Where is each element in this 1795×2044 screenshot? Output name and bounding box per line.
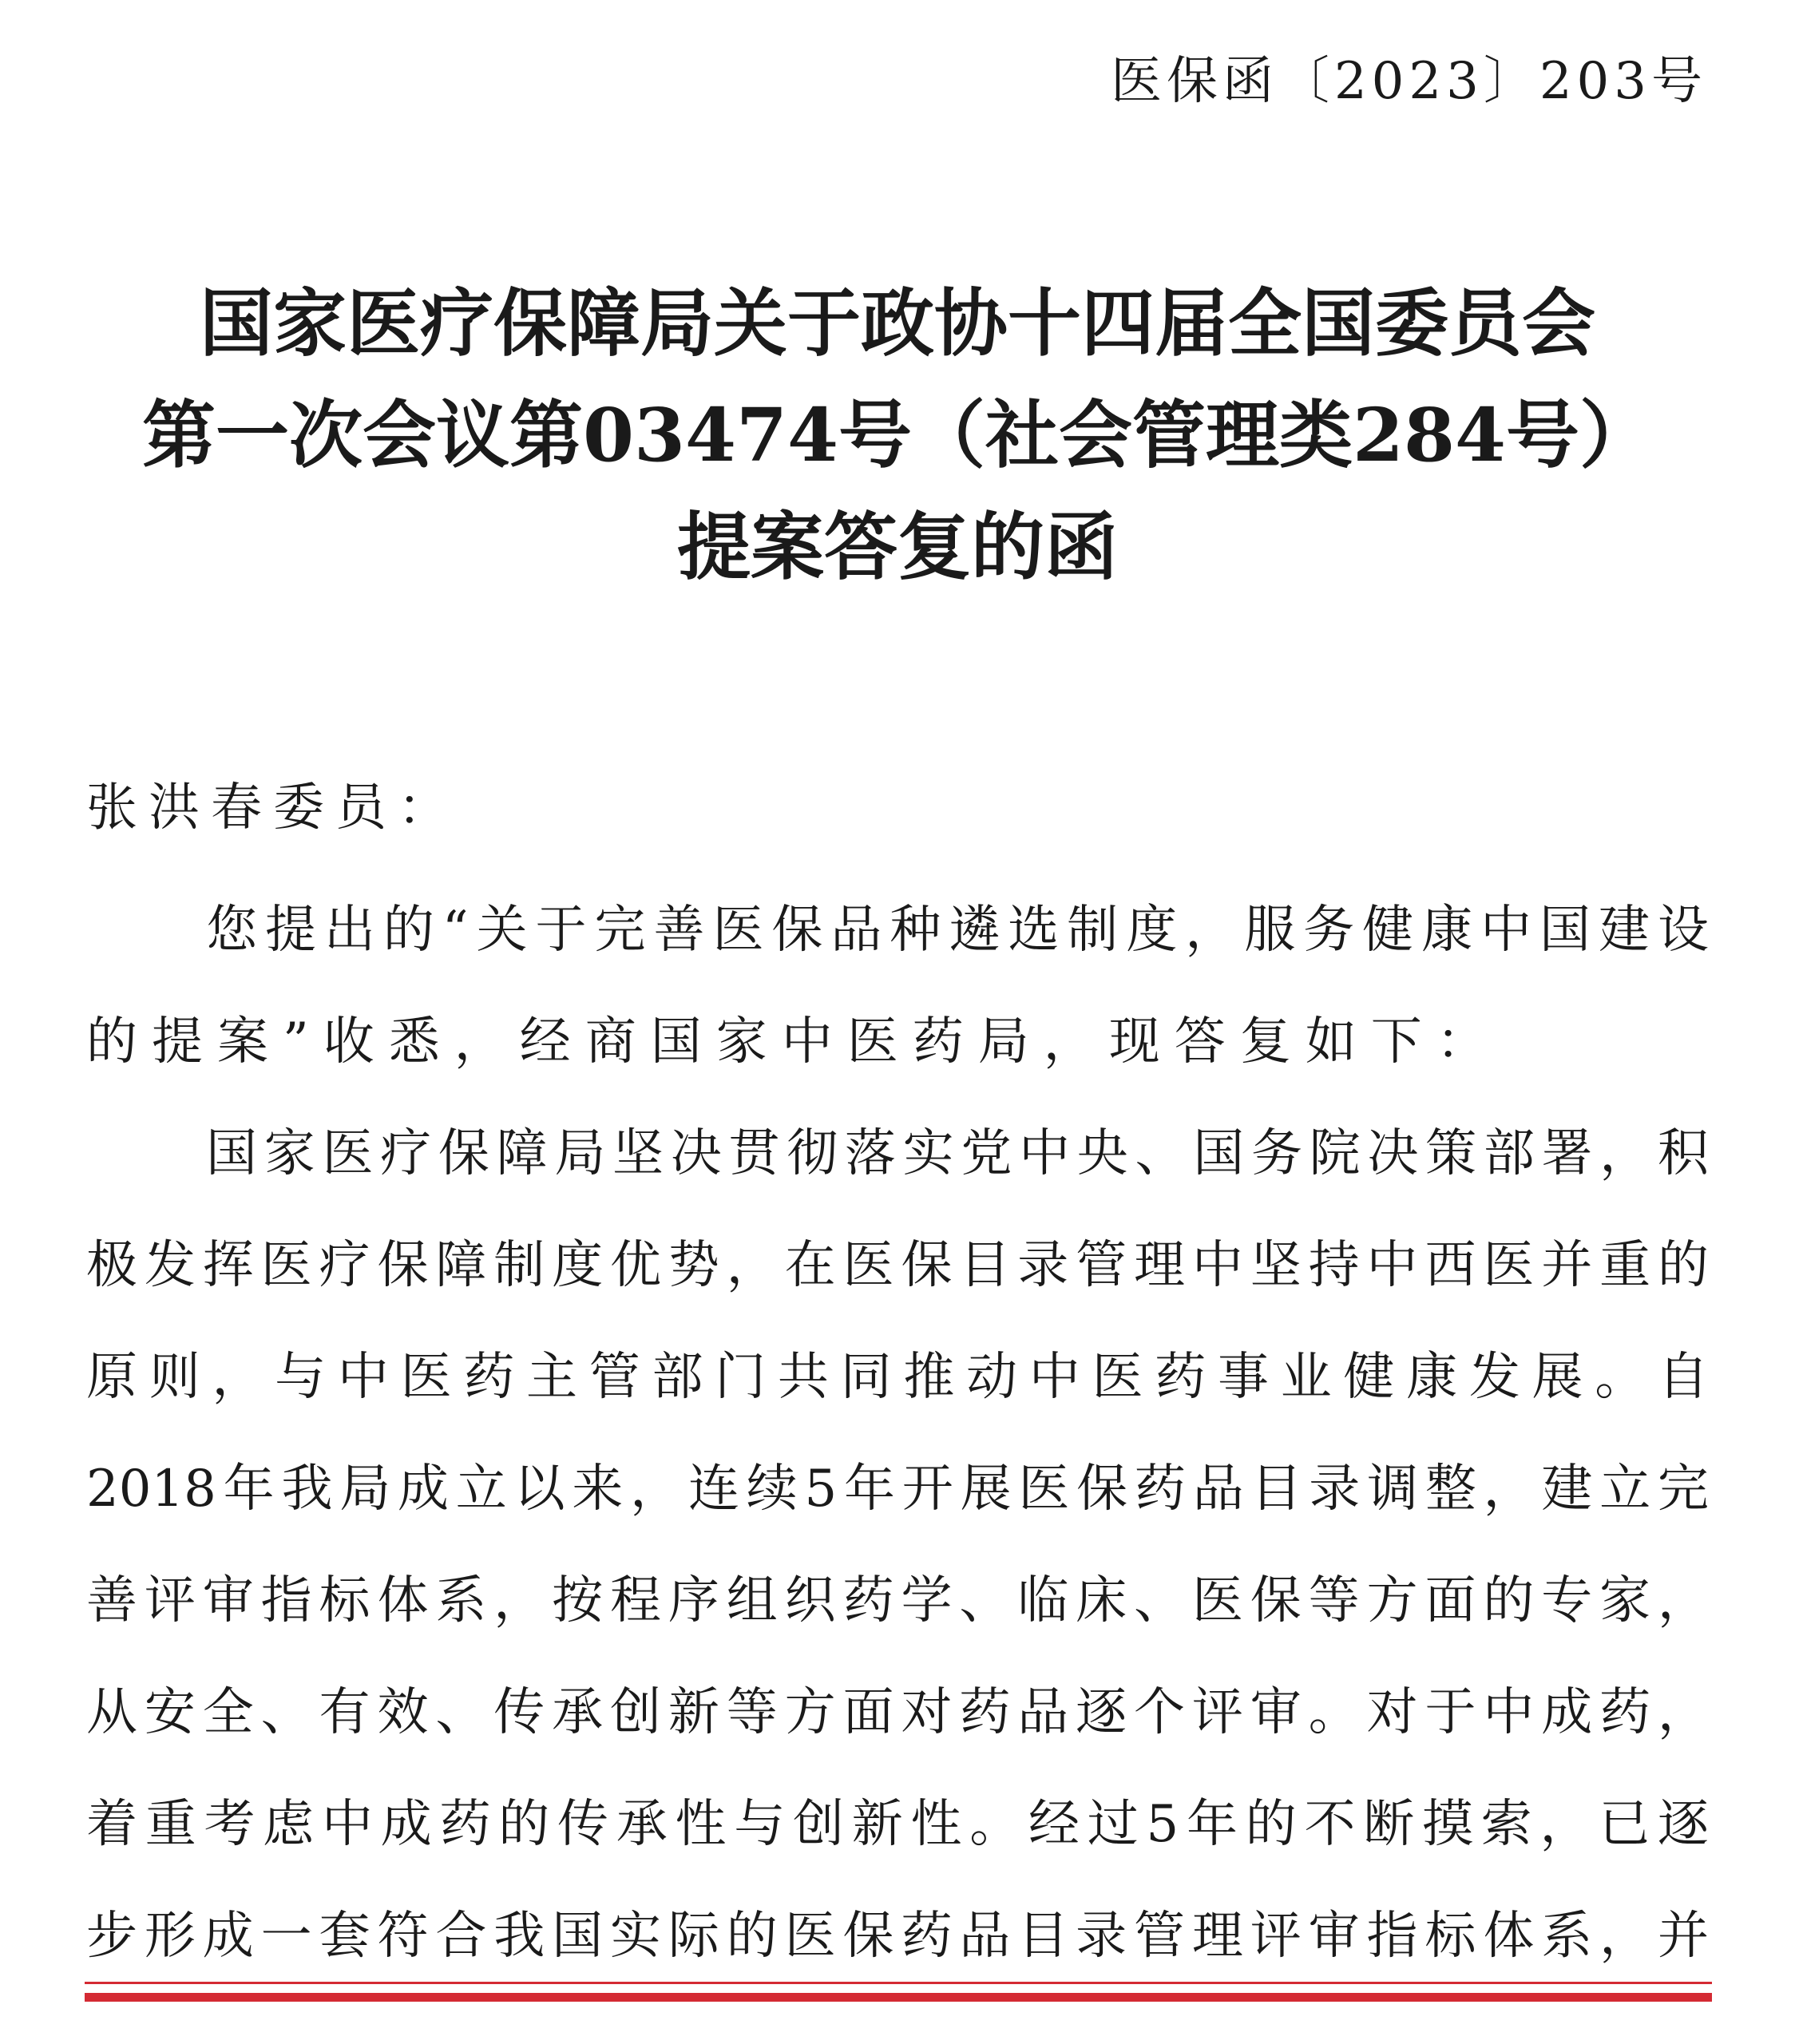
body-line-4: 极发挥医疗保障制度优势，在医保目录管理中坚持中西医并重的 bbox=[86, 1236, 1709, 1295]
body-line-7: 善评审指标体系，按程序组织药学、临床、医保等方面的专家， bbox=[86, 1571, 1709, 1630]
body-line-2: 的提案”收悉，经商国家中医药局，现答复如下： bbox=[86, 1012, 1502, 1072]
body-line-5: 原则，与中医药主管部门共同推动中医药事业健康发展。自 bbox=[86, 1348, 1709, 1407]
body-line-3: 国家医疗保障局坚决贯彻落实党中央、国务院决策部署，积 bbox=[206, 1124, 1709, 1183]
document-number: 医保函〔2023〕203号 bbox=[1110, 52, 1707, 111]
salutation: 张洪春委员： bbox=[86, 778, 460, 838]
title-line-1: 国家医疗保障局关于政协十四届全国委员会 bbox=[199, 280, 1595, 366]
body-line-8: 从安全、有效、传承创新等方面对药品逐个评审。对于中成药， bbox=[86, 1683, 1709, 1742]
document-title bbox=[80, 267, 1715, 603]
footer-rule-thick bbox=[85, 1993, 1712, 2002]
title-line-3: 提案答复的函 bbox=[676, 504, 1118, 590]
body-line-10: 步形成一套符合我国实际的医保药品目录管理评审指标体系，并 bbox=[86, 1907, 1709, 1966]
body-line-6: 2018年我局成立以来，连续5年开展医保药品目录调整，建立完 bbox=[86, 1460, 1709, 1519]
body-text bbox=[86, 874, 1709, 1992]
body-line-9: 着重考虑中成药的传承性与创新性。经过5年的不断摸索，已逐 bbox=[86, 1795, 1709, 1854]
title-line-2: 第一次会议第03474号（社会管理类284号） bbox=[141, 392, 1654, 478]
footer-rule-thin bbox=[85, 1982, 1712, 1984]
body-line-1: 您提出的“关于完善医保品种遴选制度，服务健康中国建设 bbox=[206, 901, 1709, 960]
